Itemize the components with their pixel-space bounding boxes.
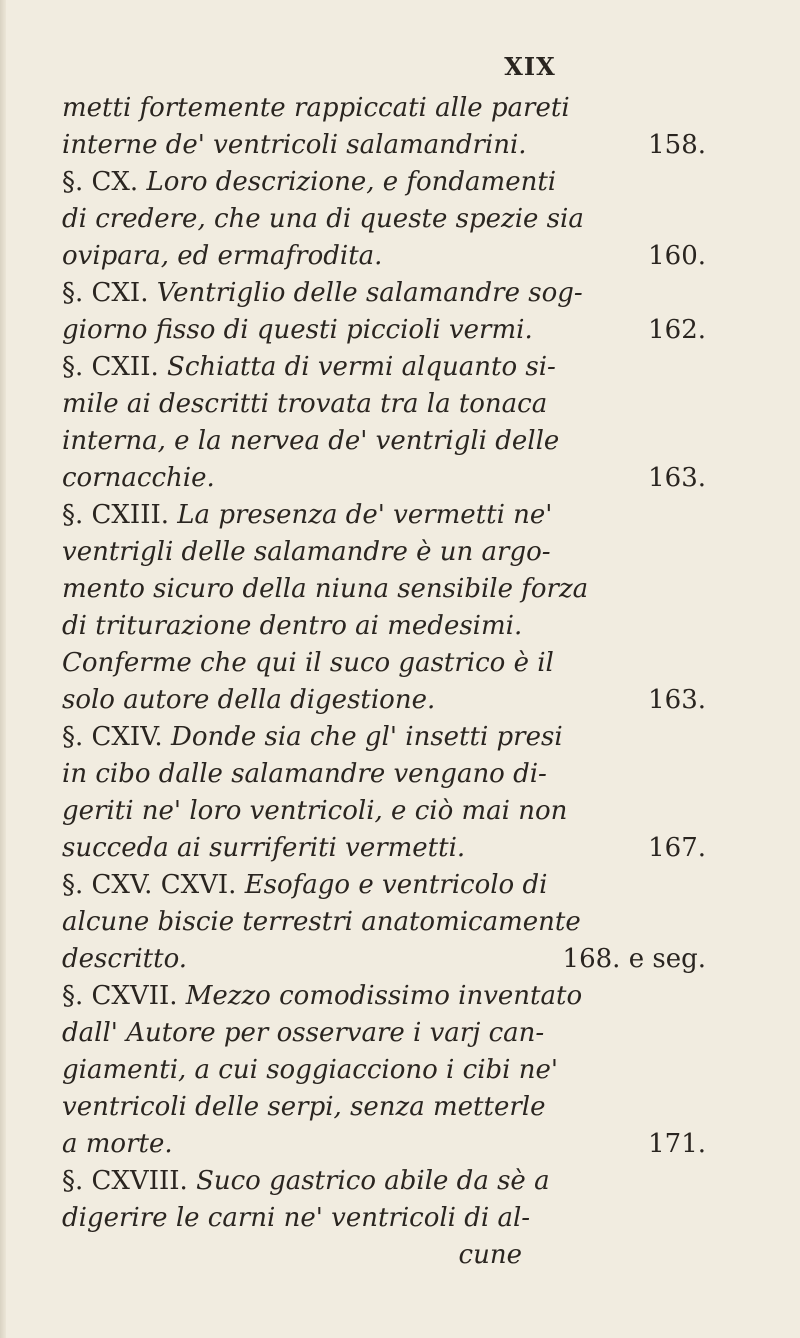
page-reference: 171. [648,1129,706,1159]
entry-text: di triturazione dentro ai medesimi. [62,611,523,641]
entry-text: cornacchie. [62,463,215,493]
entry-text: interna, e la nervea de' ventrigli delle [62,426,560,456]
text-line [62,1015,712,1052]
entry-text: a morte. [62,1129,173,1159]
entry-text: di credere, che una di queste spezie sia [62,204,584,234]
entry-text: Schiatta di vermi alquanto si- [167,352,556,382]
entry-text: digerire le carni ne' ventricoli di al- [62,1203,531,1233]
entry-text: Ventriglio delle salamandre sog- [156,278,583,308]
entry-text: geriti ne' loro ventricoli, e ciò mai non [62,796,568,826]
entry-text: Conferme che qui il suco gastrico è il [62,648,554,678]
text-line [62,275,712,312]
index-text [62,90,712,1274]
text-line [62,682,712,719]
text-line [62,349,712,386]
page-reference: 168. e seg. [562,944,706,974]
page-reference: 167. [648,833,706,863]
text-line [62,1126,712,1163]
text-line [62,867,712,904]
entry-text: alcune biscie terrestri anatomicamente [62,907,581,937]
text-line [62,830,712,867]
text-line [62,978,712,1015]
page-folio: XIX [504,52,556,81]
text-line [62,460,712,497]
text-line [62,645,712,682]
text-line [62,127,712,164]
text-line [62,386,712,423]
page-reference: 158. [648,130,706,160]
section-number: §. CX. [62,167,139,197]
text-line [62,312,712,349]
section-number: §. CXIV. [62,722,163,752]
entry-text: succeda ai surriferiti vermetti. [62,833,466,863]
entry-text: descritto. [62,944,188,974]
page-reference: 160. [648,241,706,271]
entry-text: in cibo dalle salamandre vengano di- [62,759,547,789]
text-line [62,423,712,460]
text-line [62,1163,712,1200]
entry-text: Suco gastrico abile da sè a [196,1166,550,1196]
entry-text: metti fortemente rappiccati alle pareti [62,93,570,123]
text-line [62,756,712,793]
entry-text: Esofago e ventricolo di [244,870,548,900]
entry-text: giamenti, a cui soggiacciono i cibi ne' [62,1055,559,1085]
text-line [62,90,712,127]
section-number: §. CXI. [62,278,149,308]
entry-text: mento sicuro della niuna sensibile forza [62,574,589,604]
entry-text: Mezzo comodissimo inventato [185,981,583,1011]
text-line [62,1052,712,1089]
entry-text: mile ai descritti trovata tra la tonaca [62,389,548,419]
text-line [62,534,712,571]
text-line [62,497,712,534]
text-line [62,793,712,830]
entry-text: ovipara, ed ermafrodita. [62,241,383,271]
entry-text: dall' Autore per osservare i varj can- [62,1018,545,1048]
text-line [62,1089,712,1126]
page-edge [0,0,6,1338]
section-number: §. CXVII. [62,981,178,1011]
text-line [62,719,712,756]
entry-text: La presenza de' vermetti ne' [177,500,553,530]
section-number: §. CXV. CXVI. [62,870,237,900]
entry-text: ventrigli delle salamandre è un argo- [62,537,551,567]
text-line [62,164,712,201]
catchword: cune [458,1240,522,1270]
section-number: §. CXVIII. [62,1166,188,1196]
entry-text: giorno fisso di questi piccioli vermi. [62,315,533,345]
text-line [62,904,712,941]
text-line [62,608,712,645]
page-reference: 163. [648,463,706,493]
page-reference: 163. [648,685,706,715]
text-line [62,201,712,238]
section-number: §. CXII. [62,352,159,382]
section-number: §. CXIII. [62,500,170,530]
text-line [62,1200,712,1237]
entry-text: Loro descrizione, e fondamenti [146,167,557,197]
entry-text: solo autore della digestione. [62,685,436,715]
text-line [62,941,712,978]
entry-text: Donde sia che gl' insetti presi [170,722,563,752]
entry-text: ventricoli delle serpi, senza metterle [62,1092,546,1122]
entry-text: interne de' ventricoli salamandrini. [62,130,527,160]
page-reference: 162. [648,315,706,345]
text-line [62,238,712,275]
text-line [62,571,712,608]
